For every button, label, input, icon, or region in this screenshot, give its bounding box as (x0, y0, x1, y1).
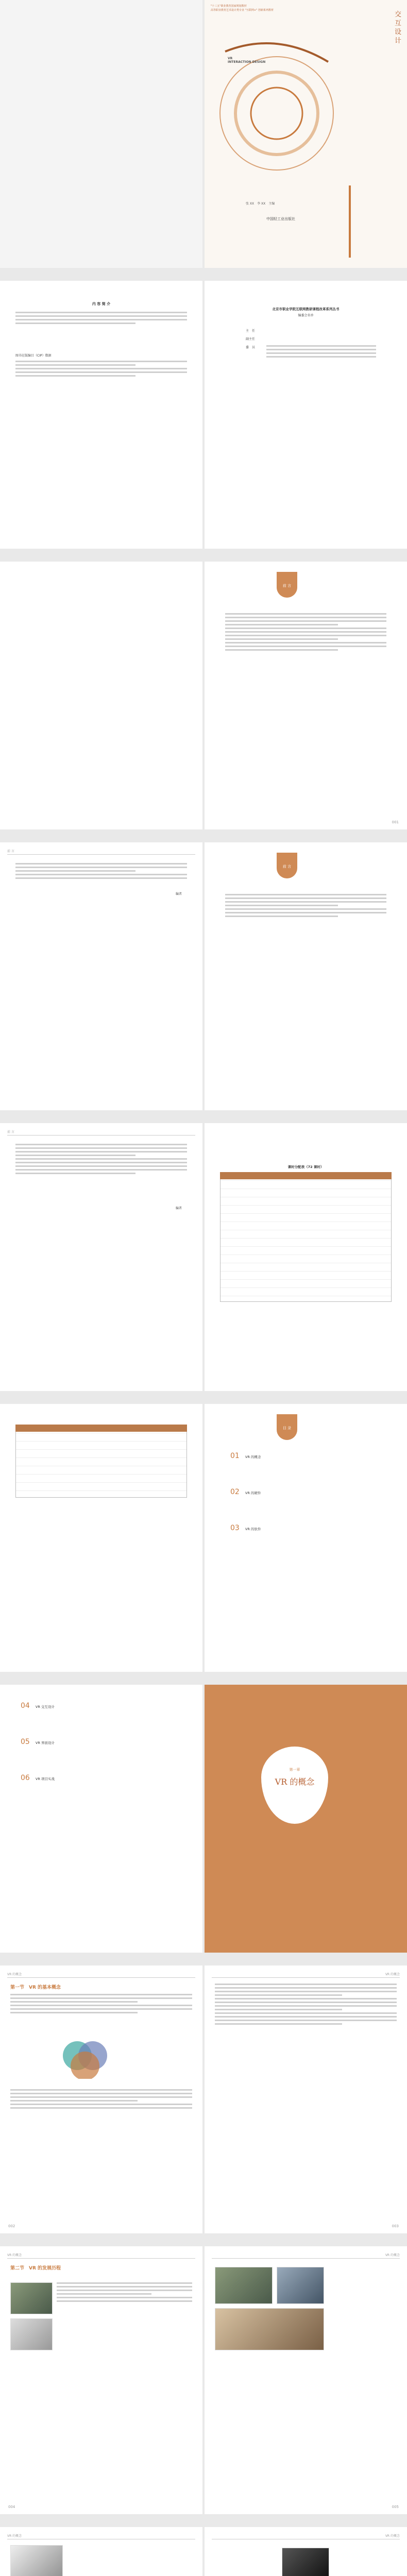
chapter-spread-1 (0, 1965, 407, 2233)
board-names (266, 345, 376, 360)
course-table-page-2 (0, 1404, 202, 1672)
figure-image (215, 2308, 324, 2350)
course-table-page (205, 1123, 407, 1391)
preface-page-1 (205, 562, 407, 829)
running-header: VR 的概念 (212, 2533, 400, 2539)
preface-body-4 (15, 1144, 187, 1176)
course-table-header (220, 1172, 392, 1179)
cover-front (205, 0, 407, 268)
running-header: VR 的概念 (7, 1972, 195, 1978)
page-number: 002 (8, 2224, 15, 2228)
contents-page-2 (0, 1685, 202, 1953)
chapter-spread-3 (0, 2527, 407, 2576)
chapter-spread-2 (0, 2246, 407, 2514)
preface-tab: 前 言 (277, 572, 297, 598)
running-header: VR 的概念 (212, 2252, 400, 2259)
intro-page (0, 281, 202, 549)
contents-tab: 目 录 (277, 1414, 297, 1440)
cover-bar (349, 185, 351, 258)
contents-unit-4[interactable]: 04 VR 交互设计 (21, 1702, 55, 1710)
series-line-1: "十三五"职业教育国家规划教材 (211, 5, 247, 8)
course-table (220, 1172, 392, 1302)
cover-swirl-art (215, 21, 349, 191)
board-subheading: 编委会名单 (298, 314, 314, 317)
chapter-pick-shape: 第一章 VR 的概念 (261, 1747, 328, 1824)
board-heading: 北京市职业学院互联网教研课程改革系列丛书 (272, 307, 340, 311)
section-body-1b (10, 2089, 192, 2111)
preface-body-2 (15, 863, 187, 881)
running-header: VR 的概念 (212, 1972, 400, 1978)
running-header: VR 的概念 (7, 2252, 195, 2259)
chapter-page-6 (205, 2527, 407, 2576)
preface-sign-2: 编者 (175, 1207, 182, 1210)
board-roles: 主 任 副主任 委 员 (246, 329, 256, 349)
page-number: 004 (8, 2505, 15, 2509)
contents-page-1 (205, 1404, 407, 1672)
preface-sign: 编者 (175, 892, 182, 896)
course-table-title: 课时分配表（72 课时） (287, 1165, 324, 1169)
chapter-opener (205, 1685, 407, 1953)
cover-title-en: VR INTERACTION DESIGN (228, 57, 266, 64)
contents-unit-5[interactable]: 05 VR 界面设计 (21, 1738, 55, 1746)
preface-blank (0, 562, 202, 829)
cip-body (15, 361, 187, 379)
editorial-board-page (205, 281, 407, 549)
section-body-3 (57, 2282, 192, 2304)
preface-body-3 (225, 894, 386, 919)
cover-spread (0, 0, 407, 268)
section-title-2: 第二节 VR 的发展历程 (10, 2266, 61, 2271)
section-body-2 (215, 1984, 397, 2027)
cover-authors: 张 XX 李 XX 主编 (246, 202, 275, 206)
figure-image (277, 2267, 324, 2304)
chapter-page-5 (0, 2527, 202, 2576)
section-body-1 (10, 1994, 192, 2015)
figure-image (282, 2548, 329, 2576)
preface-body-1 (225, 613, 386, 653)
preface-page-3 (205, 842, 407, 1110)
cip-heading: 图书在版编目（CIP）数据 (15, 354, 52, 358)
series-line-2: 高等职业教育艺术设计类专业 "互联网+" 创新系列教材 (211, 9, 274, 12)
intro-heading: 内 容 简 介 (92, 302, 111, 306)
running-header: VR 的概念 (7, 2533, 195, 2539)
preface-page-2 (0, 842, 202, 1110)
contents-unit-2[interactable]: 02 VR 的硬件 (230, 1488, 261, 1496)
course-table-2 (15, 1425, 187, 1498)
running-header: 前 言 (7, 1129, 195, 1136)
preface-page-4 (0, 1123, 202, 1391)
preface-spread-1 (0, 562, 407, 829)
cover-back (0, 0, 202, 268)
contents-spread-1 (0, 1404, 407, 1672)
chapter-opener-spread (0, 1685, 407, 1953)
chapter-page-3 (0, 2246, 202, 2514)
page-number: 005 (392, 2505, 399, 2509)
front-matter-spread (0, 281, 407, 549)
chapter-page-2 (205, 1965, 407, 2233)
course-table-spread (0, 1123, 407, 1391)
figure-image (10, 2282, 53, 2314)
course-table-2-header (15, 1425, 187, 1432)
page-number: 001 (392, 820, 399, 824)
running-header: 前 言 (7, 849, 195, 855)
figure-image (215, 2267, 273, 2304)
preface-tab-2: 前 言 (277, 853, 297, 878)
chapter-page-1 (0, 1965, 202, 2233)
contents-unit-6[interactable]: 06 VR 项目实战 (21, 1774, 55, 1782)
page-number: 003 (392, 2224, 399, 2228)
contents-unit-3[interactable]: 03 VR 的软件 (230, 1524, 261, 1532)
venn-diagram (57, 2038, 113, 2079)
chapter-page-4 (205, 2246, 407, 2514)
figure-image (10, 2318, 53, 2350)
intro-body (15, 312, 187, 326)
section-title-1: 第一节 VR 的基本概念 (10, 1985, 61, 1990)
preface-spread-2 (0, 842, 407, 1110)
cover-publisher: 中国轻工业出版社 (266, 217, 295, 221)
cover-vertical-title: 交互设计 (395, 11, 402, 45)
contents-unit-1[interactable]: 01 VR 的概念 (230, 1452, 261, 1460)
figure-image (10, 2545, 63, 2576)
